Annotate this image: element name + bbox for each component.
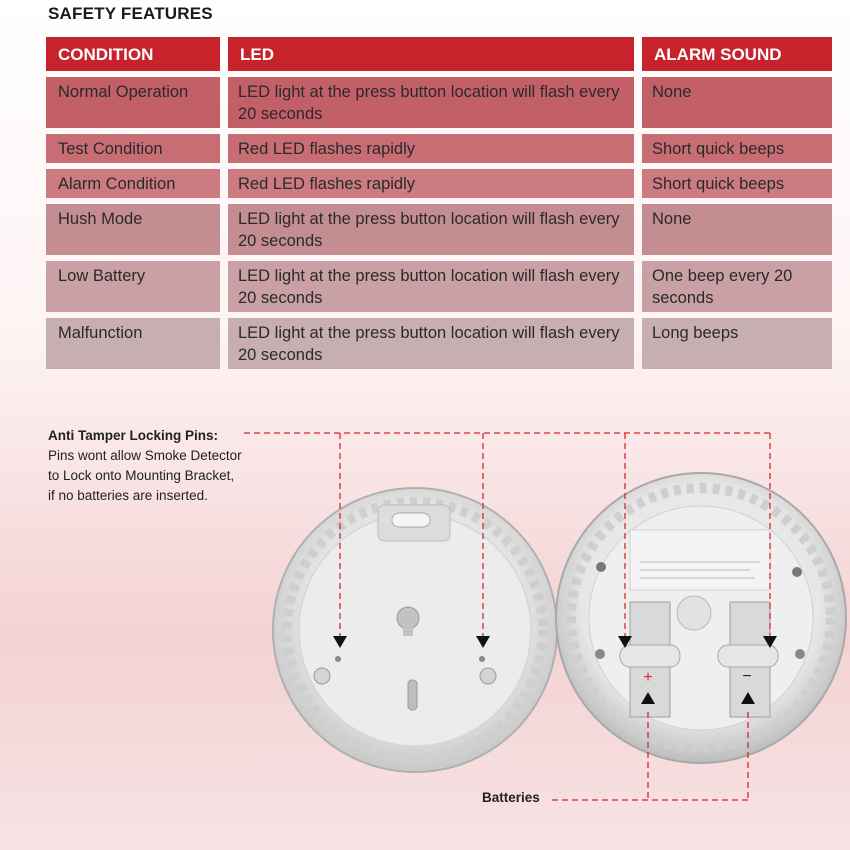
led-cell: LED light at the press button location will flash every 20 seconds [228, 77, 634, 128]
battery-plus-sign: + [643, 669, 653, 686]
led-cell: Red LED flashes rapidly [228, 134, 634, 163]
condition-cell: Test Condition [46, 134, 220, 163]
detector-back [556, 473, 846, 763]
alarm-sound-cell: Short quick beeps [642, 169, 832, 198]
header-condition: CONDITION [46, 37, 220, 71]
batteries-label: Batteries [482, 790, 540, 805]
mounting-bracket [273, 488, 557, 772]
annotation-line: if no batteries are inserted. [48, 488, 208, 503]
led-cell: Red LED flashes rapidly [228, 169, 634, 198]
alarm-sound-cell: None [642, 77, 832, 128]
annotation-heading: Anti Tamper Locking Pins: [48, 428, 219, 443]
alarm-sound-cell: Short quick beeps [642, 134, 832, 163]
condition-cell: Alarm Condition [46, 169, 220, 198]
alarm-sound-cell: Long beeps [642, 318, 832, 369]
condition-cell: Normal Operation [46, 77, 220, 128]
annotation-line: Pins wont allow Smoke Detector [48, 448, 242, 463]
battery-minus-sign: − [742, 668, 752, 685]
condition-cell: Low Battery [46, 261, 220, 312]
page-title: SAFETY FEATURES [48, 4, 213, 23]
led-cell: LED light at the press button location will flash every 20 seconds [228, 261, 634, 312]
led-cell: LED light at the press button location will flash every 20 seconds [228, 204, 634, 255]
header-alarm-sound: ALARM SOUND [642, 37, 832, 71]
led-cell: LED light at the press button location will flash every 20 seconds [228, 318, 634, 369]
alarm-sound-cell: None [642, 204, 832, 255]
header-led: LED [228, 37, 634, 71]
alarm-sound-cell: One beep every 20 seconds [642, 261, 832, 312]
condition-cell: Malfunction [46, 318, 220, 369]
annotation-line: to Lock onto Mounting Bracket, [48, 468, 235, 483]
anti-tamper-annotation [48, 426, 242, 506]
condition-cell: Hush Mode [46, 204, 220, 255]
